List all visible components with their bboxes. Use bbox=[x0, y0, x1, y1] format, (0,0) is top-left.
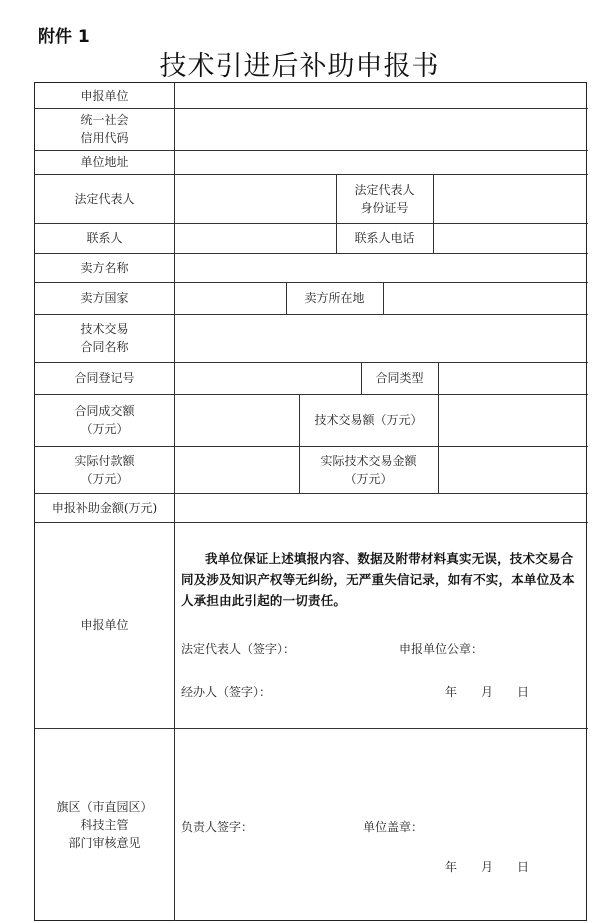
actual-paid-field[interactable] bbox=[175, 447, 299, 493]
label-tech-amount: 技术交易额（万元） bbox=[314, 413, 423, 427]
label-credit-code: 统一社会 信用代码 bbox=[80, 113, 129, 145]
seller-name-field[interactable] bbox=[175, 254, 587, 282]
contract-type-field[interactable] bbox=[439, 363, 587, 394]
label-contact-phone: 联系人电话 bbox=[354, 231, 415, 245]
leader-signature-label: 负责人签字： bbox=[181, 820, 254, 834]
contact-field[interactable] bbox=[175, 224, 336, 253]
contact-phone-field[interactable] bbox=[434, 224, 587, 253]
contract-reg-no-field[interactable] bbox=[175, 363, 361, 394]
legal-rep-id-field[interactable] bbox=[434, 175, 587, 223]
subsidy-amount-field[interactable] bbox=[175, 494, 587, 522]
unit-stamp-label: 单位盖章： bbox=[363, 820, 424, 834]
label-contract-reg-no: 合同登记号 bbox=[74, 371, 135, 385]
label-seller-location: 卖方所在地 bbox=[304, 291, 365, 305]
seller-location-field[interactable] bbox=[384, 283, 587, 314]
label-contact: 联系人 bbox=[86, 231, 123, 245]
label-applicant: 申报单位 bbox=[80, 88, 129, 103]
label-subsidy-amount: 申报补助金额(万元) bbox=[51, 500, 158, 515]
label-actual-paid: 实际付款额 （万元） bbox=[74, 453, 135, 486]
label-contract-amount: 合同成交额 （万元） bbox=[74, 404, 135, 436]
legal-rep-field[interactable] bbox=[175, 175, 336, 223]
label-seller-country: 卖方国家 bbox=[80, 291, 129, 305]
application-form bbox=[34, 82, 587, 921]
actual-tech-amount-field[interactable] bbox=[439, 447, 587, 493]
label-contract-type: 合同类型 bbox=[375, 371, 424, 385]
label-seller-name: 卖方名称 bbox=[80, 260, 129, 275]
label-legal-rep-id: 法定代表人 身份证号 bbox=[354, 182, 415, 215]
label-contract-name: 技术交易 合同名称 bbox=[80, 322, 129, 354]
seller-country-field[interactable] bbox=[175, 283, 286, 314]
review-year: 年 bbox=[445, 860, 458, 874]
contract-name-field[interactable] bbox=[175, 315, 587, 362]
label-legal-rep: 法定代表人 bbox=[74, 191, 135, 206]
tech-amount-field[interactable] bbox=[439, 395, 587, 446]
label-review: 旗区（市直园区） 科技主管 部门审核意见 bbox=[56, 799, 153, 850]
declaration-year: 年 bbox=[445, 685, 458, 699]
declaration-month: 月 bbox=[481, 685, 494, 699]
review-month: 月 bbox=[481, 860, 494, 874]
legal-rep-signature-label: 法定代表人（签字）： bbox=[181, 642, 296, 656]
credit-code-field[interactable] bbox=[175, 109, 587, 150]
attachment-label: 附件 1 bbox=[38, 27, 90, 47]
label-address: 单位地址 bbox=[80, 155, 129, 169]
handler-signature-label: 经办人（签字）： bbox=[181, 685, 272, 699]
contract-amount-field[interactable] bbox=[175, 395, 299, 446]
address-field[interactable] bbox=[175, 151, 587, 174]
declaration-day: 日 bbox=[517, 685, 530, 699]
declaration-statement: 我单位保证上述填报内容、数据及附带材料真实无误，技术交易合同及涉及知识产权等无纠纷，无严重失信记录，如有不实，本单位及本人承担由此引起的一切责任。 bbox=[181, 551, 575, 608]
applicant-field[interactable] bbox=[175, 84, 587, 108]
label-actual-tech-amount: 实际技术交易金额 （万元） bbox=[320, 453, 417, 486]
label-declaration: 申报单位 bbox=[80, 618, 129, 632]
page-title: 技术引进后补助申报书 bbox=[159, 51, 440, 82]
review-day: 日 bbox=[517, 860, 530, 874]
unit-seal-label: 申报单位公章： bbox=[399, 642, 484, 656]
